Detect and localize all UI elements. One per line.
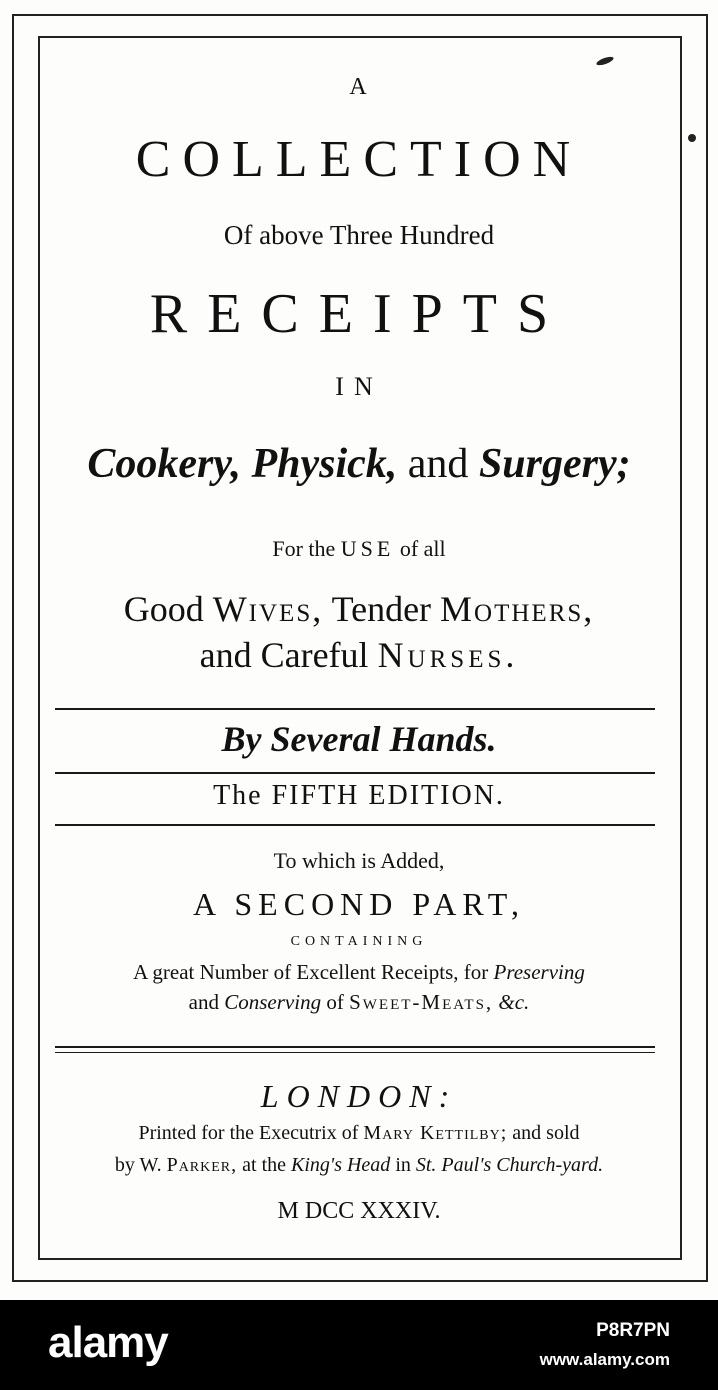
year: M DCC XXXIV. — [277, 1198, 441, 1224]
title-article: A — [349, 74, 369, 100]
printer-1b: Mary Kettilby; — [363, 1122, 508, 1144]
use-word: USE — [340, 536, 395, 561]
alamy-logo: alamy — [48, 1318, 168, 1367]
rule-2 — [55, 772, 655, 774]
use-line — [0, 536, 718, 562]
content-2e: &c. — [498, 990, 530, 1014]
content-2d: Sweet-Meats, — [349, 990, 494, 1014]
second-part: A SECOND PART, — [193, 886, 525, 922]
printer-line-2 — [0, 1154, 718, 1177]
title-receipts: RECEIPTS — [149, 283, 569, 345]
printer-2e: in — [395, 1154, 411, 1176]
content-2b: Conserving — [224, 990, 322, 1014]
audience-line-2 — [0, 634, 718, 676]
printer-1c: and sold — [512, 1122, 580, 1144]
printer-2a: by W. — [114, 1154, 162, 1176]
title-in: IN — [335, 372, 383, 401]
watermark-footer — [0, 1300, 718, 1390]
topic-physick: Physick, — [251, 441, 398, 487]
content-1a: A great Number of Excellent Receipts, for — [133, 960, 489, 984]
audience-mothers: Mothers, — [440, 589, 595, 629]
printer-2b: Parker, — [166, 1154, 238, 1176]
rule-4b — [55, 1052, 655, 1053]
watermark-url: www.alamy.com — [539, 1350, 670, 1369]
printer-line-1 — [0, 1122, 718, 1145]
printer-2f: St. Paul's Church-yard. — [415, 1154, 604, 1176]
content-1b: Preserving — [493, 960, 585, 984]
authors: By Several Hands. — [221, 719, 497, 759]
containing: CONTAINING — [290, 934, 428, 949]
audience-wives: Wives, — [212, 589, 324, 629]
content-2c: of — [326, 990, 344, 1014]
title-subtitle: Of above Three Hundred — [223, 220, 495, 250]
audience-line-1 — [0, 588, 718, 630]
printer-1a: Printed for the Executrix of — [138, 1122, 359, 1144]
image-id: P8R7PN — [596, 1320, 670, 1341]
city: LONDON: — [260, 1078, 458, 1114]
added-intro: To which is Added, — [273, 848, 445, 873]
topic-and: and — [407, 441, 469, 487]
edition: The FIFTH EDITION. — [213, 780, 505, 811]
use-before: For the — [272, 536, 336, 561]
rule-3 — [55, 824, 655, 826]
printer-2c: at the — [242, 1154, 287, 1176]
content-line-1 — [0, 960, 718, 985]
use-after: of all — [399, 536, 446, 561]
rule-1 — [55, 708, 655, 710]
topic-surgery: Surgery; — [478, 441, 631, 487]
audience-tender: Tender — [331, 589, 432, 629]
topic-cookery: Cookery, — [87, 441, 241, 487]
rule-4a — [55, 1046, 655, 1048]
audience-nurses: Nurses. — [377, 635, 519, 675]
title-topics — [0, 440, 718, 488]
printer-2d: King's Head — [291, 1154, 391, 1176]
audience-good: Good — [123, 589, 204, 629]
audience-careful: and Careful — [199, 635, 369, 675]
content-line-2 — [0, 990, 718, 1015]
content-2a: and — [188, 990, 219, 1014]
title-collection: COLLECTION — [135, 131, 583, 188]
